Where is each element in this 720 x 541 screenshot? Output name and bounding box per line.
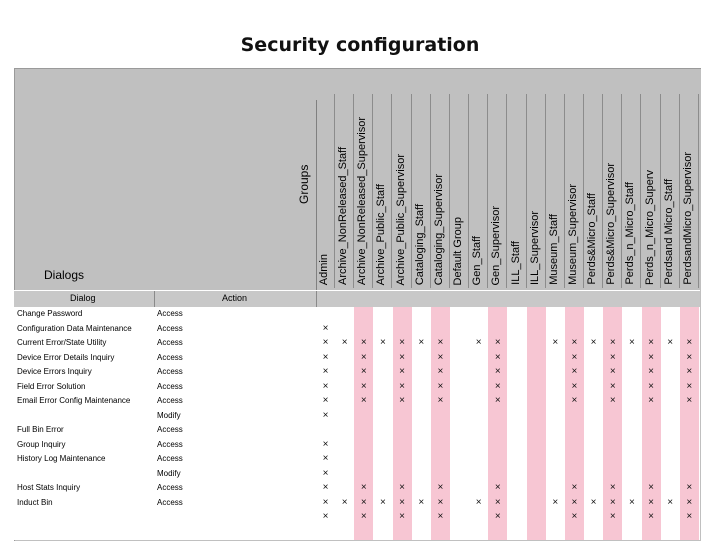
- permission-mark[interactable]: ×: [648, 380, 654, 392]
- group-name: PerdsandMicro_Supervisor: [681, 152, 694, 285]
- action-name: Access: [157, 381, 183, 391]
- permission-mark[interactable]: ×: [609, 380, 616, 392]
- slide-title: Security configuration: [240, 34, 480, 56]
- dialog-name: History Log Maintenance: [17, 454, 106, 463]
- dialog-name: Configuration Data Maintenance: [17, 323, 132, 333]
- permission-mark[interactable]: ×: [437, 351, 444, 363]
- permission-mark[interactable]: ×: [686, 511, 693, 522]
- permission-mark[interactable]: ×: [648, 395, 654, 406]
- group-column-header[interactable]: [488, 94, 507, 288]
- permission-mark[interactable]: ×: [648, 337, 654, 348]
- action-name: Modify: [157, 468, 181, 478]
- group-name: Admin: [318, 253, 330, 285]
- permission-mark[interactable]: ×: [667, 496, 674, 508]
- column-separator[interactable]: [154, 291, 155, 307]
- group-name: Perds_n_Micro_Superv: [643, 170, 656, 285]
- group-column-header[interactable]: [546, 94, 565, 288]
- dialog-name: Current Error/State Utility: [17, 338, 107, 347]
- group-column-header[interactable]: [431, 94, 450, 288]
- permission-mark[interactable]: ×: [686, 395, 693, 406]
- permission-mark[interactable]: ×: [322, 409, 329, 421]
- table-row[interactable]: [14, 467, 700, 482]
- group-column-header[interactable]: [508, 94, 527, 288]
- group-column-header[interactable]: [354, 94, 373, 288]
- permission-mark[interactable]: ×: [494, 482, 501, 493]
- table-row[interactable]: [14, 365, 700, 380]
- permission-mark[interactable]: ×: [360, 511, 367, 522]
- group-name: Museum_Staff: [547, 214, 560, 285]
- permission-mark[interactable]: ×: [628, 337, 635, 348]
- action-name: Access: [157, 338, 183, 347]
- permission-mark[interactable]: ×: [494, 395, 501, 406]
- table-row[interactable]: [14, 510, 700, 525]
- groups-label: Groups: [297, 164, 311, 204]
- permission-mark[interactable]: ×: [475, 496, 482, 508]
- permission-mark[interactable]: ×: [360, 380, 367, 392]
- permission-mark[interactable]: ×: [571, 366, 578, 377]
- permission-mark[interactable]: ×: [322, 467, 329, 479]
- group-name: Archive_NonReleased_Staff: [337, 147, 350, 285]
- permission-mark[interactable]: ×: [667, 337, 674, 348]
- dialog-name: Device Errors Inquiry: [17, 367, 92, 376]
- action-name: Access: [157, 425, 183, 434]
- permission-mark[interactable]: ×: [552, 496, 559, 508]
- group-name: Archive_Public_Staff: [375, 183, 388, 285]
- permission-mark[interactable]: ×: [341, 337, 348, 348]
- permission-mark[interactable]: ×: [399, 395, 406, 406]
- action-name: Access: [157, 497, 183, 507]
- table-row[interactable]: [14, 423, 700, 438]
- action-name: Access: [157, 323, 183, 333]
- group-name: Default Group: [452, 216, 465, 285]
- action-name: Access: [157, 309, 183, 318]
- permission-mark[interactable]: ×: [437, 337, 444, 348]
- permission-mark[interactable]: ×: [437, 366, 444, 377]
- column-header-row: [14, 290, 700, 308]
- permission-mark[interactable]: ×: [322, 496, 329, 508]
- permission-mark[interactable]: ×: [437, 380, 444, 392]
- table-row[interactable]: [14, 481, 700, 496]
- permission-mark[interactable]: ×: [628, 496, 635, 508]
- group-name: Cataloging_Staff: [413, 203, 426, 285]
- permission-mark[interactable]: ×: [648, 366, 654, 377]
- permission-mark[interactable]: ×: [360, 395, 367, 406]
- permission-mark[interactable]: ×: [494, 366, 501, 377]
- permission-mark[interactable]: ×: [360, 496, 367, 508]
- group-name: Archive_Public_Supervisor: [394, 153, 407, 285]
- permission-mark[interactable]: ×: [418, 337, 425, 348]
- permission-mark[interactable]: ×: [686, 496, 693, 508]
- permission-mark[interactable]: ×: [322, 438, 329, 450]
- permission-mark[interactable]: ×: [322, 366, 329, 377]
- table-row[interactable]: [14, 351, 700, 366]
- group-column-header[interactable]: [527, 94, 546, 288]
- table-row[interactable]: [14, 307, 700, 322]
- permission-mark[interactable]: ×: [437, 511, 444, 522]
- table-row[interactable]: [14, 394, 700, 409]
- permission-mark[interactable]: ×: [590, 337, 597, 348]
- permission-mark[interactable]: ×: [380, 337, 386, 348]
- group-name: Perds&Micro_Supervisor: [605, 163, 618, 285]
- permission-mark[interactable]: ×: [322, 395, 329, 406]
- permission-mark[interactable]: ×: [494, 337, 501, 348]
- permission-mark[interactable]: ×: [322, 380, 329, 392]
- permission-mark[interactable]: ×: [399, 366, 406, 377]
- column-separator[interactable]: [316, 291, 317, 307]
- permission-mark[interactable]: ×: [609, 496, 616, 508]
- permission-mark[interactable]: ×: [399, 482, 406, 493]
- permission-mark[interactable]: ×: [648, 351, 654, 363]
- permission-mark[interactable]: ×: [341, 496, 348, 508]
- permission-mark[interactable]: ×: [322, 322, 329, 334]
- group-column-header[interactable]: [316, 94, 335, 288]
- group-column-header[interactable]: [642, 94, 661, 288]
- table-row[interactable]: [14, 452, 700, 467]
- group-name: Museum_Supervisor: [566, 184, 579, 285]
- dialog-name: Full Bin Error: [17, 425, 64, 434]
- dialogs-label: Dialogs: [44, 268, 85, 282]
- permission-mark[interactable]: ×: [590, 496, 597, 508]
- action-name: Access: [157, 396, 183, 405]
- dialog-name: Email Error Config Maintenance: [17, 396, 131, 405]
- group-column-header[interactable]: [622, 94, 641, 288]
- table-row[interactable]: [14, 438, 700, 453]
- permission-mark[interactable]: ×: [437, 482, 444, 493]
- action-name: Access: [157, 367, 183, 376]
- permission-mark[interactable]: ×: [686, 351, 693, 363]
- permission-mark[interactable]: ×: [686, 337, 693, 348]
- group-name: ILL_Staff: [509, 241, 522, 285]
- permission-mark[interactable]: ×: [686, 366, 693, 377]
- group-column-header[interactable]: [393, 94, 412, 288]
- permission-mark[interactable]: ×: [399, 380, 406, 392]
- permission-mark[interactable]: ×: [360, 337, 367, 348]
- group-name: ILL_Supervisor: [528, 211, 541, 285]
- group-name: Perds_n_Micro_Staff: [624, 182, 637, 285]
- permission-mark[interactable]: ×: [571, 380, 578, 392]
- group-column-header[interactable]: [450, 94, 469, 288]
- action-name: Modify: [157, 410, 181, 420]
- action-column-header[interactable]: Action: [222, 293, 248, 303]
- group-column-header[interactable]: [373, 94, 392, 288]
- permission-mark[interactable]: ×: [322, 453, 329, 464]
- table-row[interactable]: [14, 496, 700, 511]
- permission-mark[interactable]: ×: [609, 395, 616, 406]
- permission-mark[interactable]: ×: [648, 511, 654, 522]
- action-name: Access: [157, 483, 183, 492]
- permission-mark[interactable]: ×: [609, 337, 616, 348]
- group-column-header[interactable]: [603, 94, 622, 288]
- permission-mark[interactable]: ×: [571, 511, 578, 522]
- group-name: Archive_NonReleased_Supervisor: [356, 116, 369, 285]
- action-name: Access: [157, 439, 183, 449]
- permission-mark[interactable]: ×: [399, 351, 406, 363]
- dialog-column-header[interactable]: Dialog: [70, 293, 96, 303]
- dialog-name: Change Password: [17, 309, 83, 318]
- permission-mark[interactable]: ×: [609, 511, 616, 522]
- group-column-header[interactable]: [412, 94, 431, 288]
- group-column-header[interactable]: [584, 94, 603, 288]
- permission-mark[interactable]: ×: [360, 482, 367, 493]
- group-column-header[interactable]: [335, 94, 354, 288]
- permission-mark[interactable]: ×: [322, 351, 329, 363]
- table-row[interactable]: [14, 336, 700, 351]
- group-column-header[interactable]: [565, 94, 584, 288]
- table-row[interactable]: [14, 409, 700, 424]
- permission-mark[interactable]: ×: [609, 366, 616, 377]
- permission-mark[interactable]: ×: [609, 482, 616, 493]
- permission-mark[interactable]: ×: [571, 337, 578, 348]
- permission-mark[interactable]: ×: [686, 380, 693, 392]
- permission-mark[interactable]: ×: [322, 511, 329, 522]
- permission-mark[interactable]: ×: [322, 482, 329, 493]
- group-column-header[interactable]: [469, 94, 488, 288]
- permission-mark[interactable]: ×: [571, 482, 578, 493]
- group-column-header[interactable]: [680, 94, 699, 288]
- group-name: Cataloging_Supervisor: [432, 173, 445, 285]
- group-name: Gen_Staff: [471, 235, 484, 285]
- permission-mark[interactable]: ×: [494, 380, 501, 392]
- permission-mark[interactable]: ×: [571, 351, 578, 363]
- permission-mark[interactable]: ×: [494, 351, 501, 363]
- permission-mark[interactable]: ×: [571, 496, 578, 508]
- permission-mark[interactable]: ×: [609, 351, 616, 363]
- group-name: Gen_Supervisor: [490, 205, 503, 285]
- dialog-name: Host Stats Inquiry: [17, 483, 81, 492]
- permission-mark[interactable]: ×: [360, 351, 367, 363]
- permission-mark[interactable]: ×: [360, 366, 367, 377]
- action-name: Access: [157, 352, 183, 362]
- group-column-header[interactable]: [661, 94, 680, 288]
- permission-mark[interactable]: ×: [648, 482, 654, 493]
- permission-mark[interactable]: ×: [648, 496, 654, 508]
- dialog-name: Induct Bin: [17, 497, 53, 507]
- table-row[interactable]: [14, 380, 700, 395]
- permission-mark[interactable]: ×: [571, 395, 578, 406]
- permission-mark[interactable]: ×: [399, 511, 406, 522]
- permission-mark[interactable]: ×: [494, 496, 501, 508]
- permission-grid: [14, 307, 700, 540]
- permission-mark[interactable]: ×: [380, 496, 386, 508]
- permission-mark[interactable]: ×: [399, 496, 406, 508]
- permission-mark[interactable]: ×: [437, 395, 444, 406]
- permission-mark[interactable]: ×: [418, 496, 425, 508]
- permission-mark[interactable]: ×: [399, 337, 406, 348]
- permission-mark[interactable]: ×: [437, 496, 444, 508]
- dialog-name: Device Error Details Inquiry: [17, 352, 115, 362]
- group-name: Perds&Micro_Staff: [586, 193, 599, 285]
- action-name: Access: [157, 454, 183, 463]
- permission-mark[interactable]: ×: [686, 482, 693, 493]
- permission-mark[interactable]: ×: [475, 337, 482, 348]
- permission-mark[interactable]: ×: [552, 337, 559, 348]
- permission-mark[interactable]: ×: [322, 337, 329, 348]
- permission-mark[interactable]: ×: [494, 511, 501, 522]
- table-row[interactable]: [14, 322, 700, 337]
- dialog-name: Field Error Solution: [17, 381, 86, 391]
- dialog-name: Group Inquiry: [17, 439, 66, 449]
- group-name: Perdsand Micro_Staff: [662, 179, 675, 285]
